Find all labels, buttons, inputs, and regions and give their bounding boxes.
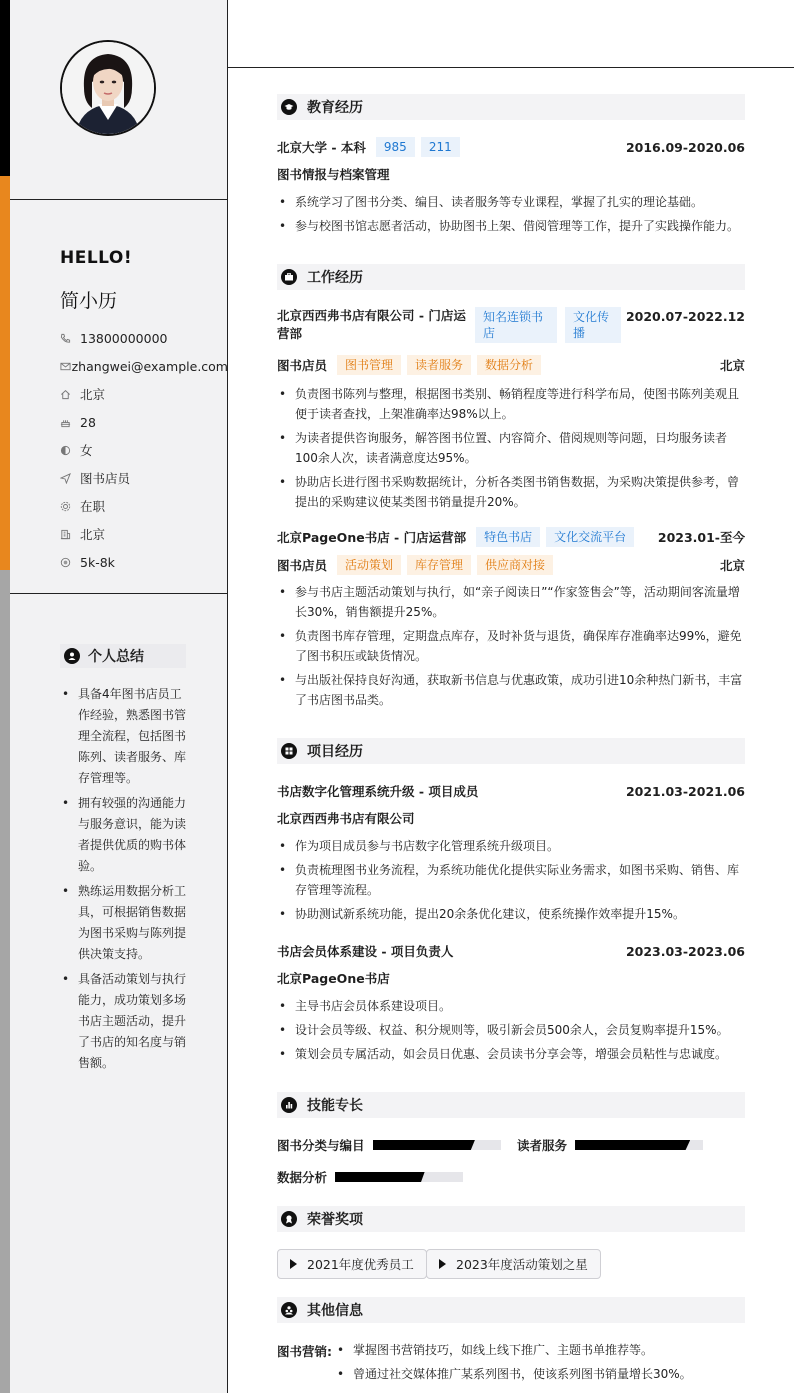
info-text: 在职 xyxy=(80,499,106,514)
salary-icon xyxy=(60,557,80,568)
list-item: • 具备活动策划与执行能力，成功策划多场书店主题活动，提升了书店的知名度与销售额。 xyxy=(60,969,186,1074)
people-icon xyxy=(281,1302,297,1318)
skill-bar-fill xyxy=(575,1140,690,1150)
other-label: 图书营销: xyxy=(277,1344,332,1359)
info-salary xyxy=(60,548,228,576)
play-icon xyxy=(439,1259,446,1269)
project-org: 北京西西弗书店有限公司 xyxy=(277,811,415,826)
skill-tag: 活动策划 xyxy=(337,555,401,575)
school-tag: 211 xyxy=(421,137,460,157)
list-item: • 与出版社保持良好沟通，获取新书信息与优惠政策，成功引进10余种热门新书，丰富了书店图书品类。 xyxy=(277,670,745,710)
job-date: 2023.01-至今 xyxy=(657,530,745,545)
summary-title-text: 个人总结 xyxy=(88,649,144,665)
company-tag: 文化传播 xyxy=(565,307,621,343)
awards-heading xyxy=(277,1206,745,1232)
job-city: 北京 xyxy=(719,358,745,373)
section-title: 技能专长 xyxy=(307,1098,363,1114)
list-item: • 协助店长进行图书采购数据统计，分析各类图书销售数据，为采购决策提供参考，曾提出的采购建议使某类图书销量提升20%。 xyxy=(277,472,745,512)
company-tag: 文化交流平台 xyxy=(546,527,634,547)
skill-item xyxy=(277,1168,463,1186)
list-item: • 协助测试新系统功能，提出20余条优化建议，使系统操作效率提升15%。 xyxy=(277,904,745,924)
award-item xyxy=(277,1249,427,1279)
skill-tag: 库存管理 xyxy=(407,555,471,575)
contact-info-list xyxy=(60,324,228,576)
education-row xyxy=(277,136,745,158)
project-list xyxy=(277,996,745,1068)
projects-heading xyxy=(277,738,745,764)
mail-icon xyxy=(60,361,72,372)
sidebar xyxy=(10,0,228,1393)
skill-name: 数据分析 xyxy=(277,1170,328,1185)
skill-tag: 供应商对接 xyxy=(477,555,553,575)
avatar xyxy=(60,40,156,136)
skill-bar-fill xyxy=(335,1172,425,1182)
list-item: • 作为项目成员参与书店数字化管理系统升级项目。 xyxy=(277,836,745,856)
skill-item xyxy=(277,1136,501,1154)
info-age xyxy=(60,408,228,436)
other-heading xyxy=(277,1297,745,1323)
section-title: 其他信息 xyxy=(307,1303,363,1319)
section-title: 荣誉奖项 xyxy=(307,1212,363,1228)
company-tag: 特色书店 xyxy=(476,527,540,547)
section-title: 教育经历 xyxy=(307,100,363,116)
award-item xyxy=(426,1249,601,1279)
skill-tag: 图书管理 xyxy=(337,355,401,375)
list-item: • 系统学习了图书分类、编目、读者服务等专业课程，掌握了扎实的理论基础。 xyxy=(277,192,745,212)
strip-black xyxy=(0,0,10,176)
award-text: 2023年度活动策划之星 xyxy=(456,1257,588,1272)
list-item: • 参与书店主题活动策划与执行，如“亲子阅读日”“作家签售会”等，活动期间客流量增长30%，销售额提升25%。 xyxy=(277,582,745,622)
phone-icon xyxy=(60,333,80,344)
skill-name: 图书分类与编目 xyxy=(277,1138,365,1153)
info-text: 13800000000 xyxy=(80,330,168,346)
project-row xyxy=(277,940,745,962)
education-date: 2016.09-2020.06 xyxy=(625,139,745,155)
skill-item xyxy=(517,1136,703,1154)
info-status xyxy=(60,492,228,520)
skill-bar xyxy=(335,1172,463,1182)
job-date: 2020.07-2022.12 xyxy=(625,309,745,324)
list-item: • 熟练运用数据分析工具，可根据销售数据为图书采购与陈列提供决策支持。 xyxy=(60,881,186,965)
candidate-name: 简小历 xyxy=(60,290,118,312)
work-heading xyxy=(277,264,745,290)
age-icon xyxy=(60,417,80,428)
avatar-portrait-icon xyxy=(62,42,154,134)
skill-bar xyxy=(575,1140,703,1150)
project-row xyxy=(277,780,745,802)
info-text: 图书店员 xyxy=(80,471,131,486)
header-divider xyxy=(228,67,794,68)
project-date: 2023.03-2023.06 xyxy=(625,943,745,959)
list-item: • 负责图书陈列与整理，根据图书类别、畅销程度等进行科学布局，使图书陈列美观且便于读者查找，上架准确率达98%以上。 xyxy=(277,384,745,424)
list-item: • 设计会员等级、权益、积分规则等，吸引新会员500余人，会员复购率提升15%。 xyxy=(277,1020,745,1040)
info-text: 北京 xyxy=(80,387,106,402)
job-duties-list xyxy=(277,582,745,714)
company-name: 北京西西弗书店有限公司 - 门店运营部 xyxy=(277,308,466,341)
info-city xyxy=(60,520,228,548)
info-text: 28 xyxy=(80,414,96,430)
award-text: 2021年度优秀员工 xyxy=(307,1257,414,1272)
send-icon xyxy=(60,473,80,484)
info-text: 北京 xyxy=(80,527,106,542)
home-icon xyxy=(60,389,80,400)
summary-heading xyxy=(60,644,186,668)
info-text: 女 xyxy=(80,443,93,458)
skill-tag: 读者服务 xyxy=(407,355,471,375)
list-item: • 负责图书库存管理，定期盘点库存，及时补货与退货，确保库存准确率达99%，避免了图书积压或缺货情况。 xyxy=(277,626,745,666)
project-list xyxy=(277,836,745,928)
job-role-row xyxy=(277,354,745,376)
graduation-cap-icon xyxy=(281,99,297,115)
list-item: • 曾通过社交媒体推广某系列图书，使该系列图书销量增长30%。 xyxy=(335,1364,745,1384)
skills-heading xyxy=(277,1092,745,1118)
skill-bar-fill xyxy=(373,1140,475,1150)
hello-heading: HELLO! xyxy=(60,248,133,268)
summary-list xyxy=(60,684,186,1078)
sidebar-divider xyxy=(10,199,228,200)
company-tag: 知名连锁书店 xyxy=(475,307,557,343)
list-item: • 参与校图书馆志愿者活动，协助图书上架、借阅管理等工作，提升了实践操作能力。 xyxy=(277,216,745,236)
list-item: • 负责梳理图书业务流程，为系统功能优化提供实际业务需求，如图书采购、销售、库存管理等流程。 xyxy=(277,860,745,900)
education-major: 图书情报与档案管理 xyxy=(277,167,390,182)
gender-icon xyxy=(60,445,80,456)
project-org: 北京PageOne书店 xyxy=(277,971,390,986)
play-icon xyxy=(290,1259,297,1269)
project-date: 2021.03-2021.06 xyxy=(625,783,745,799)
other-list xyxy=(335,1340,745,1388)
list-item: • 主导书店会员体系建设项目。 xyxy=(277,996,745,1016)
job-role: 图书店员 xyxy=(277,558,328,573)
project-name: 书店会员体系建设 - 项目负责人 xyxy=(277,944,454,959)
list-item: • 为读者提供咨询服务，解答图书位置、内容简介、借阅规则等问题，日均服务读者100余人次，读者满意度达95%。 xyxy=(277,428,745,468)
info-text: zhangwei@example.com xyxy=(71,358,228,374)
list-item: • 具备4年图书店员工作经验，熟悉图书管理全流程，包括图书陈列、读者服务、库存管理等。 xyxy=(60,684,186,789)
skill-bar xyxy=(373,1140,501,1150)
strip-orange xyxy=(0,176,10,570)
medal-icon xyxy=(281,1211,297,1227)
section-title: 项目经历 xyxy=(307,744,363,760)
color-strip xyxy=(0,0,10,1393)
info-location xyxy=(60,380,228,408)
education-heading xyxy=(277,94,745,120)
bar-chart-icon xyxy=(281,1097,297,1113)
list-item: • 拥有较强的沟通能力与服务意识，能为读者提供优质的购书体验。 xyxy=(60,793,186,877)
company-name: 北京PageOne书店 - 门店运营部 xyxy=(277,530,467,545)
info-text: 5k-8k xyxy=(80,554,115,570)
education-list xyxy=(277,192,745,240)
info-gender xyxy=(60,436,228,464)
info-email xyxy=(60,352,228,380)
job-duties-list xyxy=(277,384,745,516)
job-role-row xyxy=(277,554,745,576)
briefcase-icon xyxy=(281,269,297,285)
list-item: • 掌握图书营销技巧，如线上线下推广、主题书单推荐等。 xyxy=(335,1340,745,1360)
project-name: 书店数字化管理系统升级 - 项目成员 xyxy=(277,784,479,799)
job-row xyxy=(277,526,745,548)
school-name: 北京大学 - 本科 xyxy=(277,140,366,155)
grid-icon xyxy=(281,743,297,759)
status-icon xyxy=(60,501,80,512)
section-title: 工作经历 xyxy=(307,270,363,286)
info-position xyxy=(60,464,228,492)
skill-name: 读者服务 xyxy=(517,1138,568,1153)
list-item: • 策划会员专属活动，如会员日优惠、会员读书分享会等，增强会员粘性与忠诚度。 xyxy=(277,1044,745,1064)
job-role: 图书店员 xyxy=(277,358,328,373)
sidebar-divider xyxy=(10,593,228,594)
strip-gray xyxy=(0,570,10,1393)
info-phone xyxy=(60,324,228,352)
skill-tag: 数据分析 xyxy=(477,355,541,375)
building-icon xyxy=(60,529,80,540)
job-row xyxy=(277,307,745,343)
school-tag: 985 xyxy=(376,137,415,157)
user-icon xyxy=(64,648,80,664)
job-city: 北京 xyxy=(719,558,745,573)
